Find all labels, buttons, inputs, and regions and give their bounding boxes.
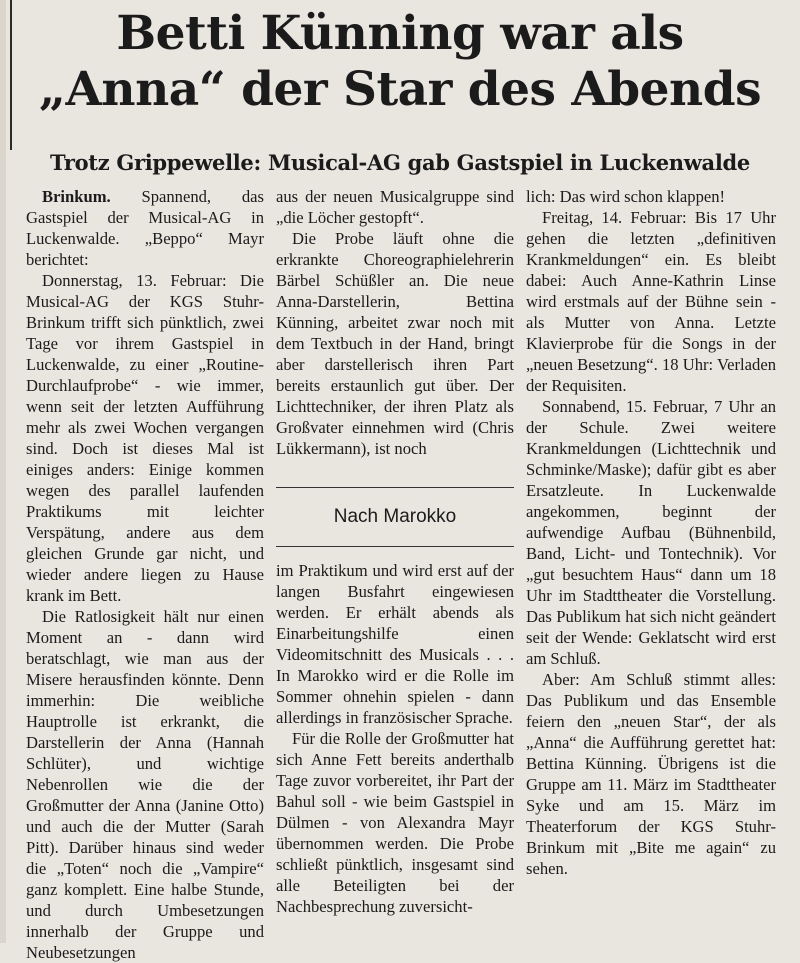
paragraph — [26, 186, 264, 270]
column-rule — [10, 0, 12, 150]
paragraph: Für die Rolle der Großmutter hat sich Anne Fett bereits anderthalb Tage zuvor vorbereitet, ihr Part der Bahul soll - wie beim Gastspiel in Dülmen - von Alexandra Mayr übernommen werden. Die Probe schließt pünktlich, insgesamt sind alle Beteiligten bei der Nachbesprechung zuversicht- — [276, 729, 514, 916]
paragraph: Aber: Am Schluß stimmt alles: Das Publikum und das Ensemble feiern den „neuen Star“, der als „Anna“ die Aufführung gerettet hat: Bettina Künning. Übrigens ist die Gruppe am 11. März im Stadttheater Syke und am 15. März im Theaterforum der KGS Stuhr-Brinkum mit „Bite me again“ zu sehen. — [526, 670, 776, 878]
paragraph: aus der neuen Musicalgruppe sind „die Löcher gestopft“. — [276, 187, 514, 227]
column-2-top — [276, 186, 514, 459]
headline-line-2: „Anna“ der Star des Abends — [38, 62, 762, 117]
dateline: Brinkum. — [42, 187, 111, 206]
paragraph: lich: Das wird schon klappen! — [526, 187, 726, 206]
column-1 — [26, 186, 264, 963]
section-heading-box: Nach Marokko — [276, 487, 514, 547]
paragraph-text: Spannend, das Gastspiel der Musical-AG in Luckenwalde. „Beppo“ Mayr berichtet: — [26, 187, 264, 269]
headline — [30, 6, 770, 118]
paragraph: Sonnabend, 15. Februar, 7 Uhr an der Schule. Zwei weitere Krankmeldungen (Lichttechnik und Schminke/Maske); dafür gibt es aber Ersatzleute. In Luckenwalde angekommen, beginnt der aufwendige Aufbau (Bühnenbild, Band, Licht- und Tontechnik). Vor „gut besuchtem Haus“ dann um 18 Uhr im Stadttheater die Vorstellung. Das Publikum hat sich nicht geändert seit der Wende: Geklatscht wird erst am Schluß. — [526, 397, 776, 668]
headline-line-1: Betti Künning war als — [116, 6, 684, 61]
column-2-bottom — [276, 560, 514, 917]
page-edge — [0, 0, 6, 943]
column-3 — [526, 186, 776, 879]
subheadline: Trotz Grippewelle: Musical-AG gab Gastspiel in Luckenwalde — [50, 150, 750, 175]
paragraph: Donnerstag, 13. Februar: Die Musical-AG der KGS Stuhr-Brinkum trifft sich pünktlich, zwei Tage vor ihrem Gastspiel in Luckenwalde, zu einer „Routine-Durchlaufprobe“ - wie immer, wenn seit der letzten Aufführung mehr als zwei Wochen vergangen sind. Doch ist dieses Mal ist einiges anders: Einige kommen wegen des parallel laufenden Praktikums mit leichter Verspätung, andere aus dem gleichen Grunde gar nicht, und wieder andere liegen zu Hause krank im Bett. — [26, 271, 264, 605]
paragraph: im Praktikum und wird erst auf der langen Busfahrt eingewiesen werden. Er erhält abends als Einarbeitungshilfe einen Videomitschnitt des Musicals . . . In Marokko wird er die Rolle im Sommer ohnehin spielen - dann allerdings in französischer Sprache. — [276, 561, 514, 727]
paragraph: Die Ratlosigkeit hält nur einen Moment an - dann wird beratschlagt, wie man aus der Misere herausfinden könnte. Denn immerhin: Die weibliche Hauptrolle ist erkrankt, die Darstellerin der Anna (Hannah Schlüter), und wichtige Nebenrollen wie die der Großmutter der Anna (Janine Otto) und auch die der Mutter (Sarah Pitt). Darüber hinaus sind weder die „Toten“ noch die „Vampire“ ganz komplett. Eine halbe Stunde, und durch Umbesetzungen innerhalb der Gruppe und Neubesetzungen — [26, 607, 264, 962]
paragraph: Freitag, 14. Februar: Bis 17 Uhr gehen die letzten „definitiven Krankmeldungen“ ein. Es bleibt dabei: Auch Anne-Kathrin Linse wird erstmals auf der Bühne sein - als Mutter von Anna. Letzte Klavierprobe für die Songs in der „neuen Besetzung“. 18 Uhr: Verladen der Requisiten. — [526, 208, 776, 395]
paragraph: Die Probe läuft ohne die erkrankte Choreographielehrerin Bärbel Schüßler an. Die neue Anna-Darstellerin, Bettina Künning, arbeitet zwar noch mit dem Textbuch in der Hand, bringt aber darstellerisch ihren Part bereits erstaunlich gut über. Der Lichttechniker, der ihren Platz als Großvater einnehmen wird (Chris Lükkermann), ist noch — [276, 229, 514, 458]
